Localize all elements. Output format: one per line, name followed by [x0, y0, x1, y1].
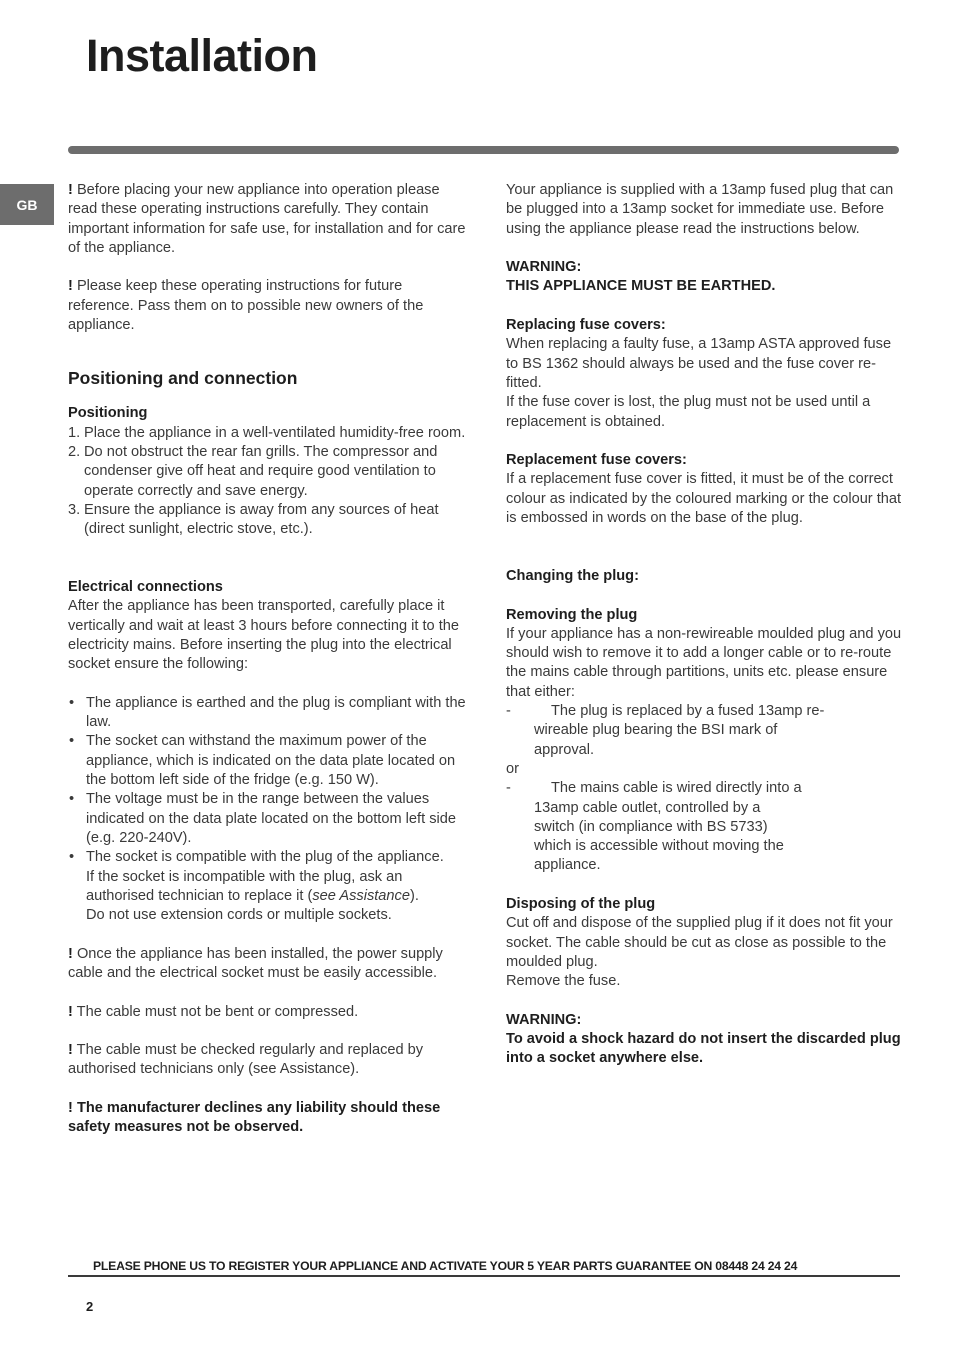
removing-heading: Removing the plug — [506, 606, 638, 623]
page-title: Installation — [86, 30, 318, 81]
safety-note-3: ! The cable must be checked regularly and replaced by authorised technicians only (see Assistance). — [68, 1042, 424, 1078]
footer-guarantee-notice: PLEASE PHONE US TO REGISTER YOUR APPLIANCE AND ACTIVATE YOUR 5 YEAR PARTS GUARANTEE ON 08448 24 24 24 — [93, 1259, 798, 1273]
replacement-text: If a replacement fuse cover is fitted, it must be of the correct colour as indicated by the coloured marking or the colour that is embossed in words on the base of the plug. — [506, 471, 902, 527]
positioning-heading: Positioning — [68, 405, 148, 422]
disposing-heading: Disposing of the plug — [506, 895, 656, 912]
exclamation-mark: ! — [68, 182, 73, 198]
list-item: 1. Place the appliance in a well-ventilated humidity-free room. — [68, 424, 466, 441]
or-text: or — [506, 760, 519, 777]
warning-label-2: WARNING: — [506, 1011, 582, 1028]
warning-text-1: THIS APPLIANCE MUST BE EARTHED. — [506, 278, 776, 295]
intro-paragraph-2 — [68, 277, 468, 335]
remove-fuse-text: Remove the fuse. — [506, 973, 621, 990]
list-item: • The socket is compatible with the plug of the appliance. If the socket is incompatible with the plug, ask an authorised technician to replace it (see Assistance). Do not use extension cords or multiple sockets. — [69, 849, 444, 924]
warning-text-2: To avoid a shock hazard do not insert the discarded plug into a socket anywhere else. — [506, 1031, 901, 1067]
safety-note-2: ! The cable must not be bent or compressed. — [68, 1003, 359, 1020]
section-heading: Positioning and connection — [68, 368, 298, 389]
replacing-text-1: When replacing a faulty fuse, a 13amp ASTA approved fuse to BS 1362 should always be used and the fuse cover re-fitted. — [506, 336, 892, 391]
liability-note: ! The manufacturer declines any liability should these safety measures not be observed. — [68, 1100, 441, 1136]
header-divider — [68, 146, 899, 154]
list-item: • The appliance is earthed and the plug is compliant with the law. — [69, 694, 466, 731]
footer-divider — [68, 1275, 900, 1277]
plug-intro: Your appliance is supplied with a 13amp fused plug that can be plugged into a 13amp socket for immediate use. Before using the appliance please read the instructions below. — [506, 182, 894, 237]
list-item: • The voltage must be in the range between the values indicated on the data plate located on the bottom left side (e.g. 220-240V). — [69, 791, 456, 846]
intro-text-1: Before placing your new appliance into operation please read these operating instructions carefully. They contain important information for safe use, for installation and for care of the appliance. — [68, 182, 466, 256]
electrical-intro: After the appliance has been transported, carefully place it vertically and wait at least 3 hours before connecting it to the electricity mains. Before inserting the plug into the electrical socket ensure the following: — [68, 598, 460, 673]
list-item: • The socket can withstand the maximum power of the appliance, which is indicated on the data plate located on the bottom left side of the fridge (e.g. 150 W). — [69, 733, 456, 789]
see-assistance-reference: see Assistance — [312, 887, 410, 904]
list-item: 2. Do not obstruct the rear fan grills. The compressor and condenser give off heat and require good ventilation to operate correctly and save energy. — [68, 443, 438, 499]
positioning-list — [68, 424, 468, 540]
safety-note-1: ! Once the appliance has been installed, the power supply cable and the electrical socket must be easily accessible. — [68, 945, 443, 981]
disposing-text: Cut off and dispose of the supplied plug if it does not fit your socket. The cable should be cut as close as possible to the moulded plug. — [506, 915, 893, 970]
option-1: - The plug is replaced by a fused 13amp re- wireable plug bearing the BSI mark of approval. — [506, 703, 825, 758]
intro-paragraph-1 — [68, 181, 468, 258]
warning-label-1: WARNING: — [506, 259, 582, 276]
language-tab: GB — [0, 184, 54, 225]
changing-heading: Changing the plug: — [506, 567, 639, 584]
replacing-heading: Replacing fuse covers: — [506, 317, 666, 334]
list-item: 3. Ensure the appliance is away from any sources of heat (direct sunlight, electric stove, etc.). — [68, 501, 439, 538]
intro-text-2: Please keep these operating instructions for future reference. Pass them on to possible new owners of the appliance. — [68, 278, 424, 334]
right-column — [506, 181, 904, 1069]
electrical-heading: Electrical connections — [68, 579, 223, 596]
replacing-text-2: If the fuse cover is lost, the plug must not be used until a replacement is obtained. — [506, 394, 871, 430]
left-column — [68, 181, 468, 1138]
requirements-list — [68, 694, 468, 926]
removing-text: If your appliance has a non-rewireable moulded plug and you should wish to remove it to add a longer cable or to re-route the mains cable through partitions, units etc. please ensure that either: — [506, 625, 902, 700]
page-number: 2 — [86, 1299, 94, 1314]
replacement-heading: Replacement fuse covers: — [506, 452, 687, 469]
option-2: - The mains cable is wired directly into a 13amp cable outlet, controlled by a switch (in compliance with BS 5733) which is accessible without moving the appliance. — [506, 780, 802, 874]
exclamation-mark: ! — [68, 278, 73, 295]
